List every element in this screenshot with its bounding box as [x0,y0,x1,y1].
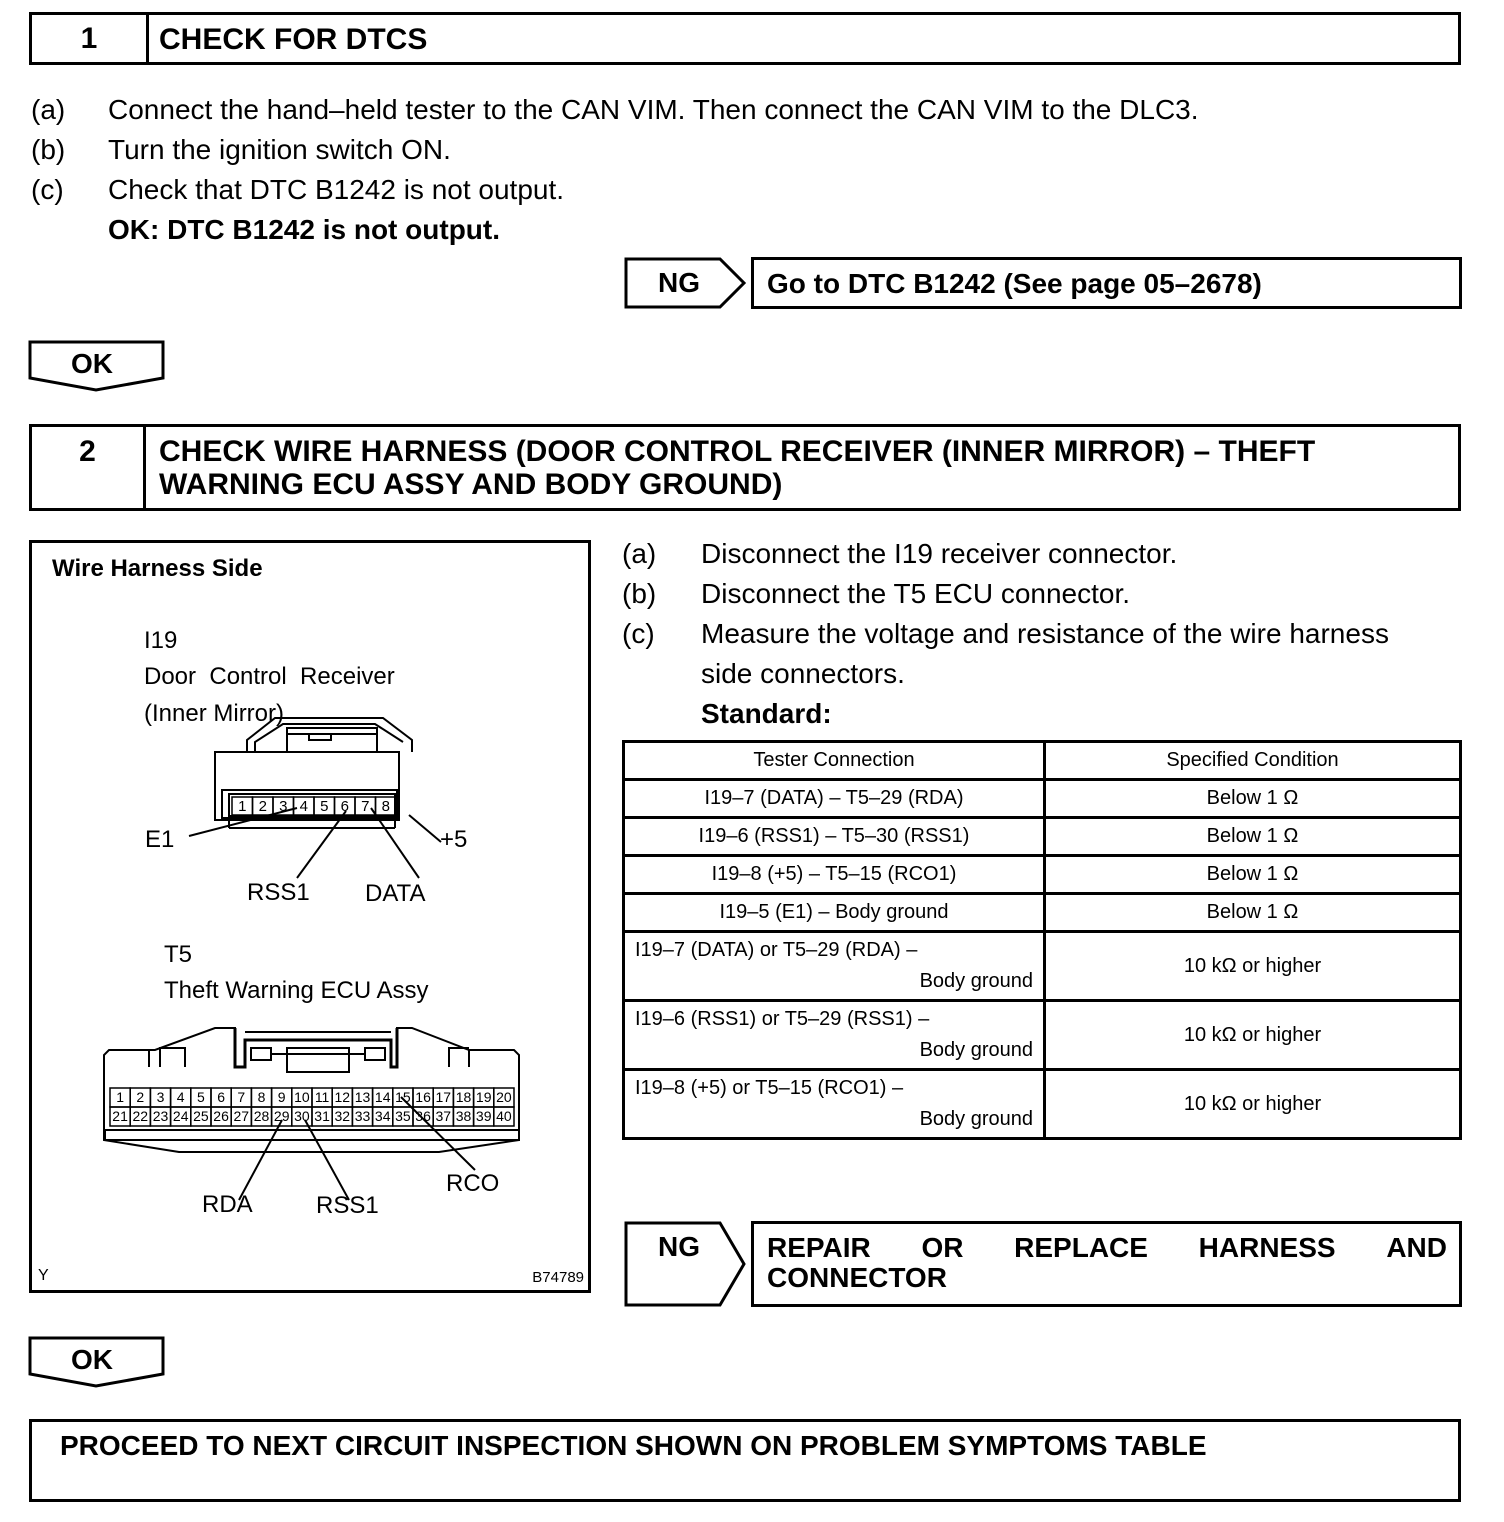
connector-1-name-2: (Inner Mirror) [144,700,285,727]
spec-table [622,740,1462,1140]
callout-rss1-t5: RSS1 [316,1192,379,1219]
ng-action-word: REPLACE [1014,1232,1148,1263]
t5-pin-number: 36 [415,1108,431,1124]
step-2-ng-tag[interactable] [624,1221,748,1307]
callout-rda: RDA [202,1191,253,1218]
item-label: (a) [31,94,66,125]
t5-pin-number: 1 [116,1089,124,1105]
cell-connection-line-2: Body ground [919,1108,1033,1130]
ng-action-line-1 [767,1232,1447,1264]
t5-pin-number: 16 [415,1089,431,1105]
callout-rss1: RSS1 [247,879,310,906]
t5-pin-number: 21 [112,1108,128,1124]
final-instruction-text: PROCEED TO NEXT CIRCUIT INSPECTION SHOWN ON PROBLEM SYMPTOMS TABLE [60,1430,1207,1461]
t5-pin-number: 2 [136,1089,145,1105]
callout-rco: RCO [446,1170,500,1197]
item-label: (b) [31,134,66,165]
t5-pin-number: 28 [253,1108,270,1124]
step-title [159,435,1446,501]
table-row [624,894,1461,932]
step-1-header [29,12,1461,65]
t5-pin-number: 18 [455,1089,472,1105]
step-number: 2 [32,427,146,508]
callout-e1: E1 [145,826,175,853]
connector-t5-diagram [29,540,591,1293]
ok-label: OK [71,348,113,379]
table-header-row [624,742,1461,780]
t5-pin-number: 8 [257,1089,266,1105]
ng-label: NG [658,267,700,298]
cell-condition: Below 1 Ω [1045,818,1461,856]
step-2-header [29,424,1461,511]
wiring-figure [29,540,591,1293]
t5-pin-number: 38 [455,1108,472,1124]
i19-pin-number: 8 [381,798,390,815]
ng-action-word: OR [921,1232,964,1263]
cell-condition: Below 1 Ω [1045,894,1461,932]
header-specified-condition: Specified Condition [1045,742,1461,780]
t5-pin-number: 37 [435,1108,452,1124]
t5-pin-number: 35 [395,1108,411,1124]
cell-condition: Below 1 Ω [1045,856,1461,894]
i19-pin-number: 6 [340,798,349,815]
ng-action-word: HARNESS [1198,1232,1336,1263]
table-row [624,932,1461,1001]
cell-connection-line-2: Body ground [919,1039,1033,1061]
i19-pin-number: 1 [238,798,247,815]
step-2-item-c-cont: side connectors. [701,658,905,689]
step-1-ng-tag[interactable] [624,257,748,309]
item-text: Check that DTC B1242 is not output. [108,174,565,205]
cell-connection-line-1: I19–6 (RSS1) or T5–29 (RSS1) – [635,1008,930,1030]
ng-action-word: AND [1386,1232,1447,1263]
i19-pin-number: 5 [320,798,329,815]
step-title-line-1: CHECK WIRE HARNESS (DOOR CONTROL RECEIVER (INNER MIRROR) – THEFT [159,435,1316,468]
t5-pin-number: 19 [475,1089,492,1105]
ng-action-text: Go to DTC B1242 (See page 05–2678) [767,268,1262,299]
t5-pin-number: 3 [156,1089,165,1105]
t5-pin-number: 34 [374,1108,391,1124]
t5-pin-number: 11 [314,1089,330,1105]
step-1-ng-action[interactable] [751,257,1462,309]
figure-id: B74789 [532,1269,584,1286]
step-1-ok-tag[interactable] [28,340,166,392]
item-text: Connect the hand–held tester to the CAN VIM. Then connect the CAN VIM to the DLC3. [108,94,1199,125]
cell-condition: 10 kΩ or higher [1045,932,1461,1001]
t5-pin-number: 12 [334,1089,351,1105]
t5-pin-number: 24 [172,1108,189,1124]
figure-heading: Wire Harness Side [52,555,263,582]
cell-connection: I19–6 (RSS1) – T5–30 (RSS1) [624,818,1045,856]
ng-action-line-2: CONNECTOR [767,1262,947,1293]
connector-1-id: I19 [144,627,178,654]
ok-label: OK [71,1344,113,1375]
t5-pin-cells [110,1088,514,1126]
table-row [624,818,1461,856]
ng-label: NG [658,1231,700,1262]
i19-pin-number: 4 [299,798,308,815]
t5-pin-number: 4 [176,1089,185,1105]
t5-pin-number: 13 [354,1089,371,1105]
t5-pin-number: 10 [294,1089,310,1105]
item-text: Disconnect the I19 receiver connector. [701,538,1178,569]
step-title-line-2: WARNING ECU ASSY AND BODY GROUND) [159,468,783,501]
cell-connection-line-1: I19–7 (DATA) or T5–29 (RDA) – [635,939,918,961]
t5-pin-number: 23 [152,1108,169,1124]
t5-pin-number: 39 [475,1108,492,1124]
t5-pin-number: 40 [496,1108,512,1124]
t5-pin-number: 25 [193,1108,209,1124]
table-row [624,780,1461,818]
item-label: (a) [622,538,657,569]
i19-pin-number: 7 [361,798,370,815]
cell-condition: 10 kΩ or higher [1045,1001,1461,1070]
table-row [624,1001,1461,1070]
ng-action-word: REPAIR [767,1232,871,1263]
final-instruction-box [29,1419,1461,1502]
item-label: (c) [31,174,64,205]
cell-connection: I19–7 (DATA) – T5–29 (RDA) [624,780,1045,818]
connector-2-name: Theft Warning ECU Assy [164,977,429,1004]
step-1-ok-criteria: OK: DTC B1242 is not output. [108,214,500,245]
t5-pin-number: 33 [354,1108,371,1124]
cell-condition: 10 kΩ or higher [1045,1070,1461,1139]
cell-connection: I19–8 (+5) – T5–15 (RCO1) [624,856,1045,894]
cell-connection: I19–5 (E1) – Body ground [624,894,1045,932]
cell-connection-line-2: Body ground [919,970,1033,992]
table-row [624,1070,1461,1139]
table-row [624,856,1461,894]
connector-1-name: Door Control Receiver [144,663,395,690]
i19-pin-number: 2 [258,798,267,815]
t5-pin-number: 15 [395,1089,411,1105]
t5-pin-number: 20 [496,1089,512,1105]
t5-pin-number: 30 [294,1108,310,1124]
figure-corner-mark: Y [38,1267,49,1284]
t5-pin-number: 31 [314,1108,330,1124]
t5-pin-number: 9 [277,1089,286,1105]
item-label: (b) [622,578,657,609]
t5-pin-number: 17 [435,1089,452,1105]
step-title: CHECK FOR DTCS [159,23,428,56]
t5-pin-number: 22 [132,1108,149,1124]
callout-line-rss1-t5 [305,1120,349,1200]
t5-pin-number: 5 [197,1089,205,1105]
item-label: (c) [622,618,655,649]
t5-pin-number: 29 [273,1108,290,1124]
cell-condition: Below 1 Ω [1045,780,1461,818]
cell-connection [624,1001,1045,1070]
callout-plus5: +5 [440,826,468,853]
cell-connection [624,1070,1045,1139]
t5-pin-number: 27 [233,1108,250,1124]
standard-label: Standard: [701,698,832,729]
t5-pin-number: 32 [334,1108,351,1124]
header-tester-connection: Tester Connection [624,742,1045,780]
step-2-ng-action[interactable] [751,1221,1462,1307]
t5-pin-number: 26 [213,1108,229,1124]
cell-connection [624,932,1045,1001]
item-text: Disconnect the T5 ECU connector. [701,578,1131,609]
i19-pin-number: 3 [279,798,288,815]
cell-connection-line-1: I19–8 (+5) or T5–15 (RCO1) – [635,1077,904,1099]
t5-pin-number: 6 [217,1089,225,1105]
item-text: Turn the ignition switch ON. [108,134,451,165]
callout-line-rda [239,1120,282,1200]
item-text: Measure the voltage and resistance of the wire harness [701,618,1389,649]
callout-data: DATA [365,880,426,907]
step-2-ok-tag[interactable] [28,1336,166,1388]
t5-pin-number: 14 [374,1089,391,1105]
connector-2-id: T5 [164,941,193,968]
t5-pin-number: 7 [237,1089,246,1105]
step-number: 1 [32,15,149,62]
